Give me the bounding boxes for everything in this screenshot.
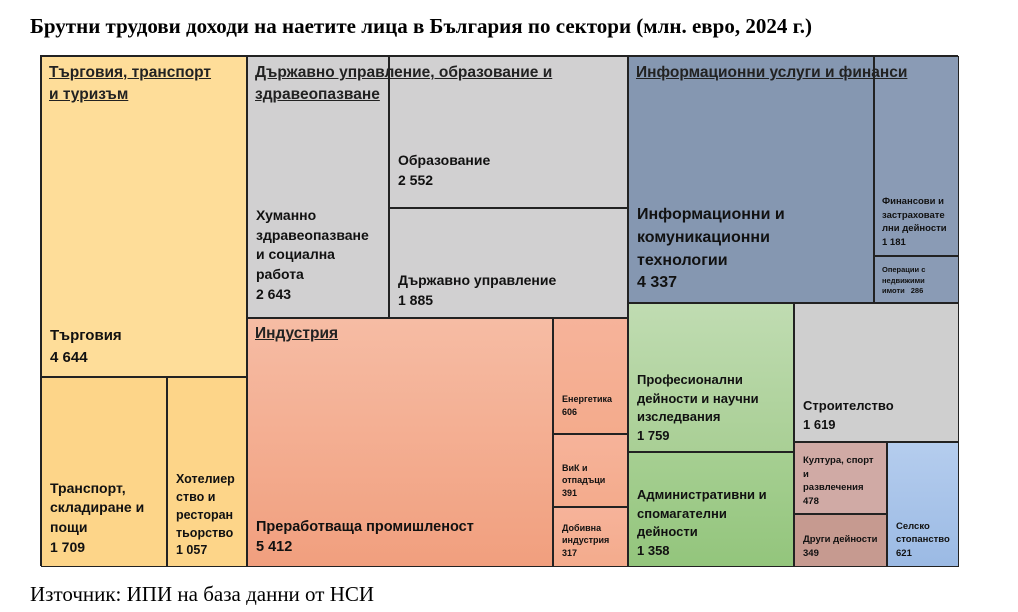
cell-value: 606: [562, 407, 578, 418]
treemap-cell-transport: [41, 377, 167, 567]
group-label-trade: Търговия, транспорт и туризъм: [49, 64, 212, 104]
cell-label: Образование: [398, 152, 491, 169]
group-label-industry: Индустрия: [255, 325, 339, 342]
cell-label: Държавно управление: [398, 272, 557, 289]
treemap-cell-ict: [628, 56, 874, 303]
cell-value: 1 619: [803, 416, 836, 432]
treemap-cell-manufacturing: [247, 318, 553, 567]
treemap-chart: [40, 55, 958, 566]
treemap-cell-mining: [553, 507, 628, 567]
cell-value: 1 057: [176, 543, 208, 558]
cell-label: Финансови и застраховате лни дейности: [882, 196, 947, 235]
treemap-cell-admin-support: [628, 452, 794, 567]
cell-value: 621: [896, 547, 912, 559]
cell-value: 478: [803, 495, 819, 507]
cell-label: Административни и спомагателни дейности: [637, 487, 767, 540]
treemap-cell-real-estate: [874, 256, 959, 303]
treemap-cell-agri: [887, 442, 959, 567]
cell-label: Култура, спорт и развлечения: [803, 455, 874, 494]
cell-label: Търговия: [50, 327, 122, 345]
cell-value: 1 709: [50, 539, 86, 556]
cell-label: Строителство: [803, 398, 894, 414]
treemap-cell-construction-cell: [794, 303, 959, 442]
cell-label: Хуманно здравеопазване и социална работа: [256, 206, 369, 283]
cell-label: Преработваща промишленост: [256, 518, 474, 535]
group-label-ict-finance: Информационни услуги и финанси: [636, 64, 908, 81]
cell-value: 317: [562, 548, 578, 559]
cell-value: 1 181: [882, 236, 906, 248]
treemap-cell-water: [553, 434, 628, 507]
treemap-cell-other-services: [794, 514, 887, 567]
cell-label: ВиК и отпадъци: [562, 462, 606, 486]
treemap-cell-finance: [874, 56, 959, 256]
cell-value: 391: [562, 488, 578, 499]
cell-label: Други дейности: [803, 534, 878, 546]
source-note: Източник: ИПИ на база данни от НСИ: [30, 582, 375, 606]
cell-label: Добивна индустрия: [562, 522, 610, 546]
cell-value: 286: [910, 286, 924, 296]
treemap-cell-culture: [794, 442, 887, 514]
cell-value: 2 643: [256, 286, 292, 303]
cell-label: Информационни и комуникационни технологии: [637, 206, 785, 269]
cell-value: 1 759: [637, 427, 670, 443]
treemap-cell-prof-sci: [628, 303, 794, 452]
treemap-cell-public-admin: [389, 208, 628, 318]
cell-value: 1 358: [637, 542, 670, 558]
cell-label: Енергетика: [562, 394, 613, 405]
cell-value: 2 552: [398, 172, 434, 189]
cell-label: Хотелиер ство и ресторан тьорство: [176, 472, 235, 540]
treemap-cell-health: [247, 56, 389, 318]
cell-label: Транспорт, складиране и пощи: [50, 479, 145, 536]
cell-label: Селско стопанство: [896, 520, 950, 546]
cell-value: 4 337: [637, 274, 678, 292]
cell-value: 1 885: [398, 292, 434, 309]
cell-value: 4 644: [50, 348, 88, 366]
treemap-cell-hotels: [167, 377, 247, 567]
group-label-government: Държавно управление, образование и здравеопазване: [255, 64, 553, 104]
cell-value: 349: [803, 547, 819, 559]
treemap-cell-education: [389, 56, 628, 208]
treemap-cell-trade-retail: [41, 56, 247, 377]
cell-label: Операции с недвижими имоти: [882, 265, 926, 296]
cell-value: 5 412: [256, 539, 293, 556]
chart-title: Брутни трудови доходи на наетите лица в България по сектори (млн. евро, 2024 г.): [30, 14, 812, 38]
cell-label: Професионални дейности и научни изследвания: [637, 372, 759, 425]
treemap-cell-energy: [553, 318, 628, 434]
